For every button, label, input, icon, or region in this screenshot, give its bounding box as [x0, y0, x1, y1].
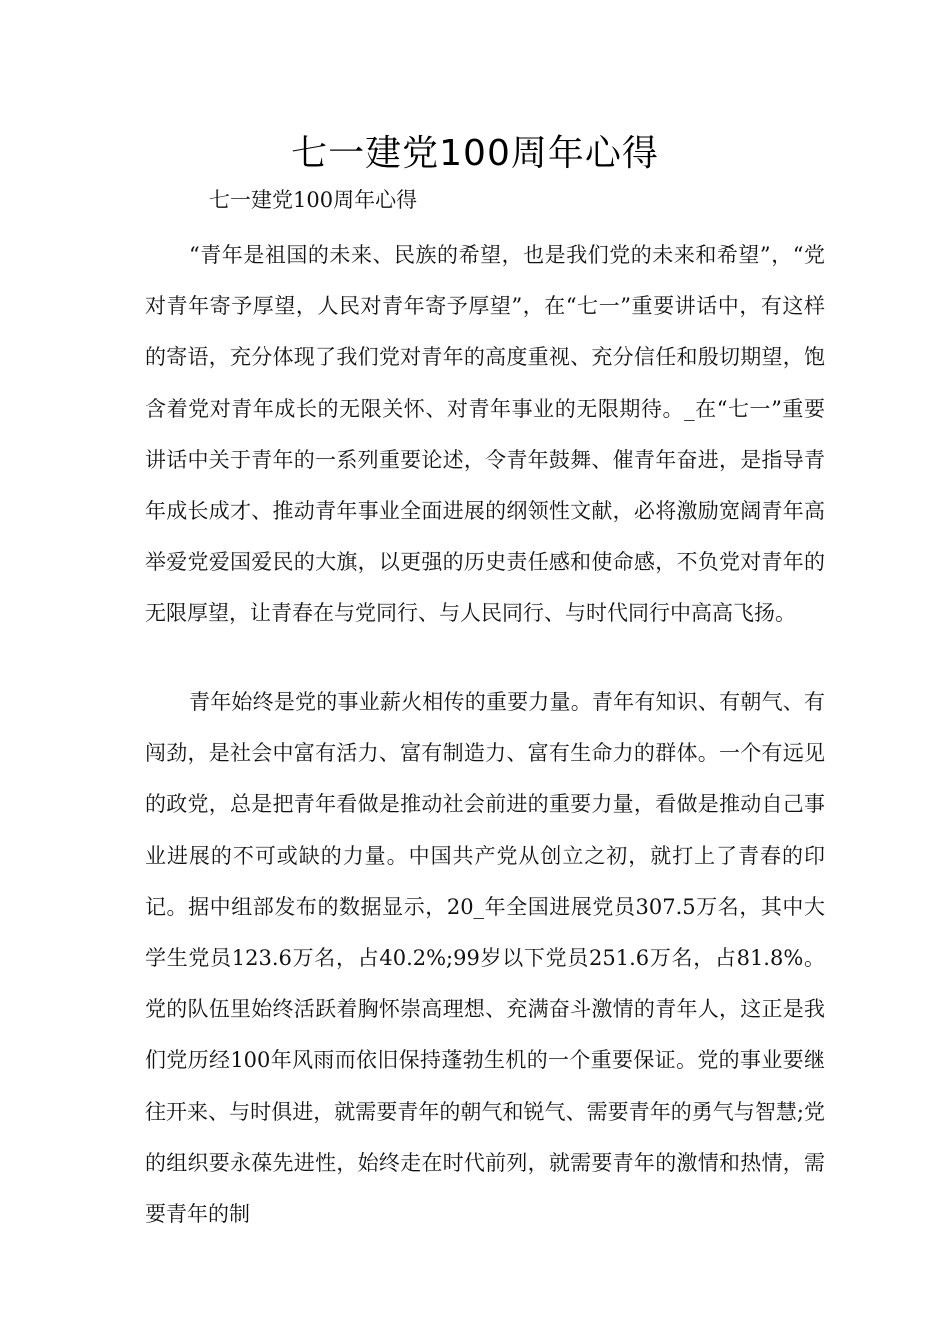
document-title: 七一建党100周年心得: [291, 133, 659, 174]
paragraph-1: “青年是祖国的未来、民族的希望，也是我们党的未来和希望”，“党对青年寄予厚望，人民对青年寄予厚望”，在“七一”重要讲话中，有这样的寄语，充分体现了我们党对青年的高度重视、充分信任和殷切期望，饱含着党对青年成长的无限关怀、对青年事业的无限期待。_在“七一”重要讲话中关于青年的一系列重要论述，令青年鼓舞、催青年奋进，是指导青年成长成才、推动青年事业全面进展的纲领性文献，必将激励宽阔青年高举爱党爱国爱民的大旗，以更强的历史责任感和使命感，不负党对青年的无限厚望，让青春在与党同行、与人民同行、与时代同行中高高飞扬。: [145, 243, 825, 626]
paragraph-2: 青年始终是党的事业薪火相传的重要力量。青年有知识、有朝气、有闯劲，是社会中富有活力、富有制造力、富有生命力的群体。一个有远见的政党，总是把青年看做是推动社会前进的重要力量，看做是推动自己事业进展的不可或缺的力量。中国共产党从创立之初，就打上了青春的印记。据中组部发布的数据显示，20_年全国进展党员307.5万名，其中大学生党员123.6万名，占40.2%;99岁以下党员251.6万名，占81.8%。党的队伍里始终活跃着胸怀崇高理想、充满奋斗激情的青年人，这正是我们党历经100年风雨而依旧保持蓬勃生机的一个重要保证。党的事业要继往开来、与时俱进，就需要青年的朝气和锐气、需要青年的勇气与智慧;党的组织要永葆先进性，始终走在时代前列，就需要青年的激情和热情，需要青年的制: [145, 690, 825, 1227]
document-subtitle: 七一建党100周年心得: [209, 188, 418, 212]
